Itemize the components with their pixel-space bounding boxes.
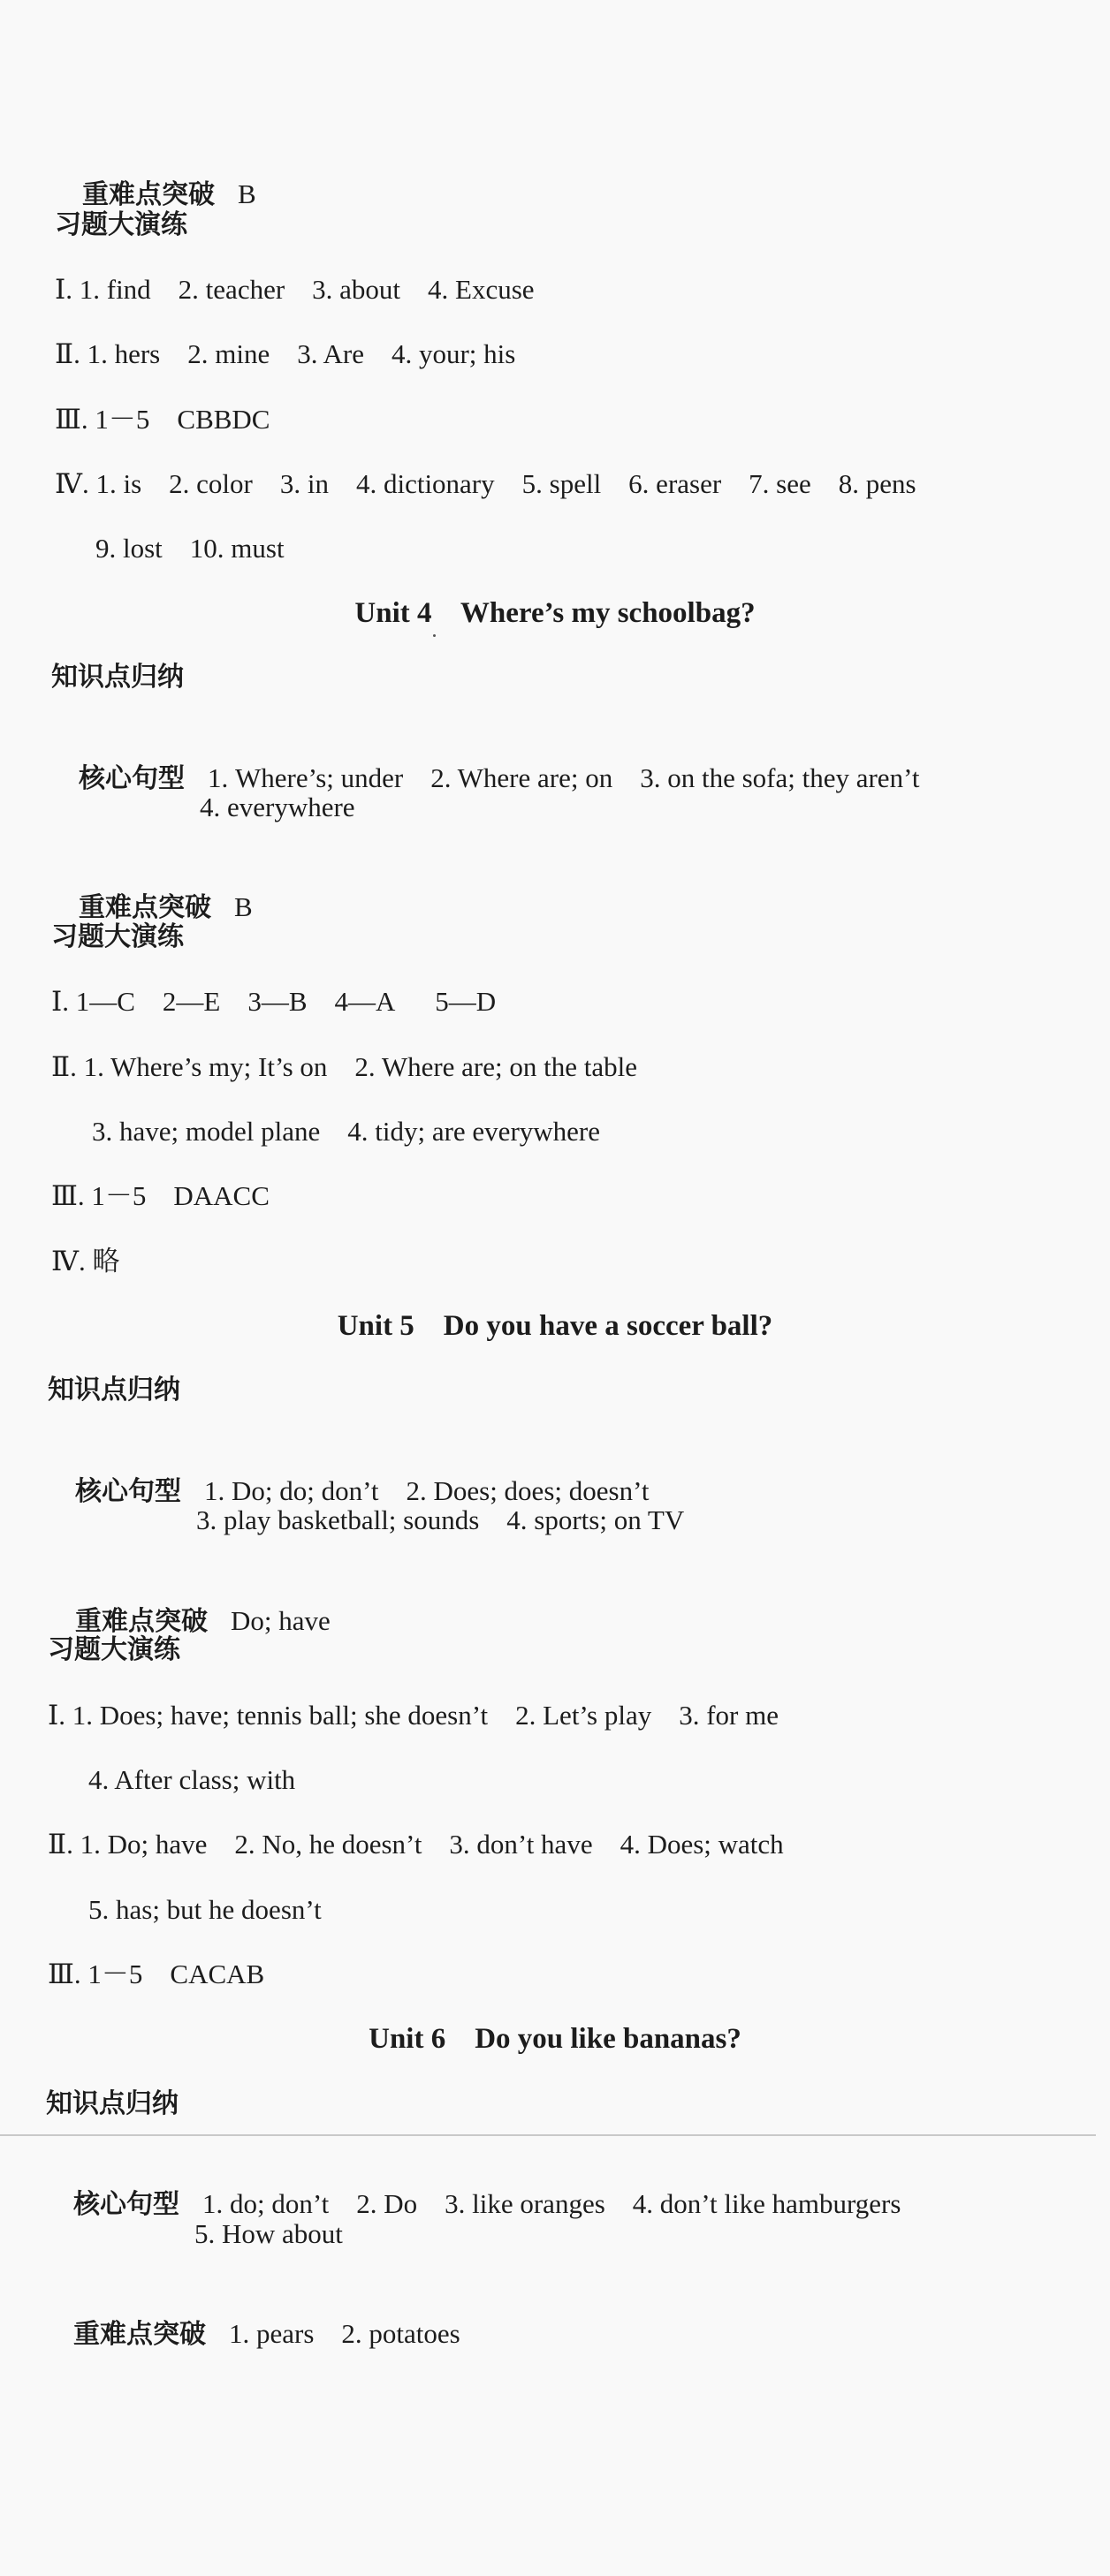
- core-sentences-label: 核心句型: [79, 763, 185, 794]
- key-points-answer: B: [234, 891, 253, 922]
- answer-line: Ⅲ. 1－5 CACAB: [48, 1959, 265, 1989]
- core-sentences-row: [51, 725, 919, 832]
- key-points-label: 重难点突破: [79, 892, 211, 923]
- unit-5-title: Unit 5 Do you have a soccer ball?: [337, 1310, 773, 1342]
- answer-line: Ⅲ. 1－5 CBBDC: [55, 404, 270, 435]
- scan-speck: [433, 634, 436, 637]
- unit-4-title: Unit 4 Where’s my schoolbag?: [354, 597, 756, 629]
- core-sentences-answers: 1. Do; do; don’t 2. Does; does; doesn’t: [204, 1475, 650, 1506]
- key-points-label: 重难点突破: [75, 1606, 208, 1637]
- key-points-answer: 1. pears 2. potatoes: [229, 2318, 460, 2349]
- answer-line: Ⅳ. 略: [51, 1246, 120, 1277]
- practice-heading: 习题大演练: [51, 921, 184, 952]
- answer-line: Ⅰ. 1. find 2. teacher 3. about 4. Excuse: [55, 274, 535, 305]
- knowledge-heading: 知识点归纳: [51, 662, 184, 693]
- answer-line: 5. How about: [194, 2218, 343, 2249]
- answer-line: 4. everywhere: [200, 792, 355, 822]
- answer-line: Ⅱ. 1. Where’s my; It’s on 2. Where are; on the table: [51, 1051, 637, 1082]
- core-sentences-answers: 1. do; don’t 2. Do 3. like oranges 4. don’t like hamburgers: [202, 2188, 901, 2219]
- core-sentences-answers: 1. Where’s; under 2. Where are; on 3. on the sofa; they aren’t: [208, 762, 920, 793]
- knowledge-heading: 知识点归纳: [48, 1375, 180, 1405]
- practice-heading: 习题大演练: [48, 1634, 180, 1665]
- key-points-answer: Do; have: [231, 1605, 331, 1636]
- core-sentences-label: 核心句型: [73, 2189, 179, 2220]
- page-divider: [0, 2134, 1096, 2136]
- answer-line: 5. has; but he doesn’t: [88, 1894, 322, 1925]
- answer-line: Ⅱ. 1. Do; have 2. No, he doesn’t 3. don’t have 4. Does; watch: [48, 1829, 784, 1860]
- answer-line: Ⅱ. 1. hers 2. mine 3. Are 4. your; his: [55, 338, 516, 369]
- key-points-label: 重难点突破: [82, 179, 215, 210]
- core-sentences-label: 核心句型: [75, 1476, 181, 1507]
- answer-line: Ⅳ. 1. is 2. color 3. in 4. dictionary 5. spell 6. eraser 7. see 8. pens: [55, 468, 916, 499]
- answer-line: 4. After class; with: [88, 1764, 296, 1795]
- answer-line: Ⅰ. 1. Does; have; tennis ball; she doesn’t 2. Let’s play 3. for me: [48, 1700, 779, 1731]
- key-points-row: [46, 2281, 460, 2388]
- answer-line: Ⅲ. 1－5 DAACC: [51, 1180, 270, 1211]
- unit-6-title: Unit 6 Do you like bananas?: [369, 2023, 741, 2055]
- knowledge-heading: 知识点归纳: [46, 2088, 179, 2119]
- key-points-answer: B: [238, 178, 256, 209]
- answer-line: 3. play basketball; sounds 4. sports; on TV: [196, 1504, 685, 1535]
- answer-line: 9. lost 10. must: [95, 533, 285, 564]
- answer-line: Ⅰ. 1—C 2—E 3—B 4—A 5—D: [51, 986, 497, 1017]
- practice-heading: 习题大演练: [55, 209, 187, 240]
- core-sentences-row: [46, 2151, 901, 2258]
- key-points-label: 重难点突破: [73, 2319, 206, 2350]
- answer-line: 3. have; model plane 4. tidy; are everywhere: [92, 1116, 600, 1147]
